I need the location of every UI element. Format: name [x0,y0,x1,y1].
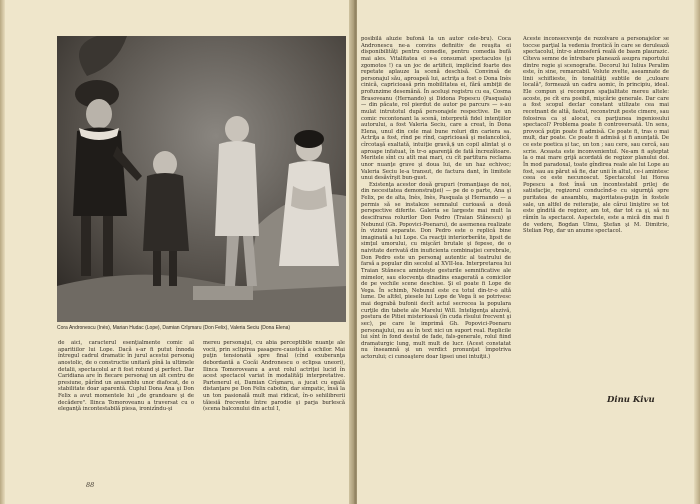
photo-caption: Cora Andronescu (Inès), Marian Hudac (Lope), Damian Crîşmaru (Don Felix), Valeria Seciu (Dona Elena) [57,325,291,331]
right-column-2-text: Aceste inconsecvenţe de rezolvare a personajelor se toccse parţial la vedenia frontică în care se derulează spectacolul, într-o atmosferă reală de basm plaurazic. Cîteva semne de întrebare planează asupra raportului dintre regie şi scenografie. Decorul lui Iulius Peralim este, în sine, remarcabil. Volute zvelte, aseamnate de linii schiflieste, în tonalităţi subtile de „culoare locală", formează un cadru aomic, în principiu, ideal. Ele compun şi recompun spaţialitate mereu altele: acoste, pe cît era posibil, mişcărie generale. Dar care a fost scopul declar constant utilizate cea mai recetnant de altă, fastul, reconstruit peste cimere, sau folosirea ca şi alocat, cu parţiunea ingeniosului spectacol? Problema poate fi controversată. Un sens, provocă puţin poate fi admisă. Ce poate fi, tras o mai mult, dar poate. Ce poate fi admisă şi fi anunţată. De ce este poetica și tac, un ton ; sau cere, sau cercă, sau scrie. Aceasta este inconvenientul. Ne-am fi aşteptat la o mai mare grijă acordată de regizor planului doi. În mod paradoxal, toate gîndirea reale ale lui Lope au fost, sau au părut să fie, dar unii în altul, ce-i amintesc ceea ce este necunoscut. Spectacolul lui Horea Popescu a fost însă un incontestabil prilej de satisfacţie, regizorul conducînd-o cu sigurnţă spre puritatea de ansamblu, majoritatea-puţin în fostele sale, un altfel de reiteraţie, ale cărui liniştire se tot este gîndită de regizor, am tot, dar tot ca şi, să nu rămîn la spectacol. Aspectele, este a mică din mai fi de vedere, Bogdan Ulmu, Ştefan şi M. Dimitrie, Stelian Pop, dar un anume spectacol. [523,36,669,235]
left-text-column-1 [58,340,194,468]
left-column-2-text: mereu personajul, cu abia perceptibile nuanţe ale vocii, prin sclipirea pasagere-caustică a ochilor. Mai puţin tensionată spre final (cînd exuberanţa debordantă a Cocăi Andronescu o eclipsa uneori), Ilinca Tomoroveanu a avut rolul actriţei lucid în acest spectacol variat în modalităţi interpretative. Partenerul ei, Damian Crîşmaru, a jucat cu egală distanţare pe Don Felix cabotin, dar simpatic, însă la un ton pasională mult mai ridicat, în-o sehilibrerii tăiesiă frecvente între parodie şi parja burlescă (scena balconului din actul I, [203,340,345,413]
author-signature: Dinu Kivu [607,395,655,405]
left-column-1-text: de aici, caracterul esenţialmente comic al aparitiilor lui Lope. Dacă s-ar fi putut înnoda întregul cadrul dramatic în jurul acestui personaj anostolic, de o constructie unitară pînă la ultimele detalii, spectacolul ar fi fost rotund şi perfect. Dar Caridiana are în fiecare personaj un alt centru de presiune, părînd un ansamblu unor diafocat, de o stabilitate doar aparentă. Cuplul Dona Ana şi Don Felix a avut momentele lui „de grandoare şi de decădere". Ilinca Tomoroveanu a traversat cu o eleganţă incontestabilă piesa, ironizîndu-şi [58,340,194,413]
left-text-column-2 [203,340,345,468]
stage-photo [57,36,346,322]
right-column-1-text: Existenţa acestor două grupuri (romanţiaşe de noi, din necesitatea demonstraţiei) — pe de o parte, Ana şi Felix, pe de alta, Inès, Inès, Pasquala şi Hernando — a permis să se instaleze semnalul curioasă a două perspective diferite. Galeria se largeste mai mult la descifrarea rolurilor Don Pedro (Traian Stănescu) şi Nebunul (Gh. Popovici-Poenaru), de asemenea realizate în viziuni separate. Don Pedro este o replică bine imaginată a lui Lope. Ca reacţii interiorberăte, lipsit de simţul umorului, cu mişcări brutale şi fepese, de o naivitate derivată din inuficienta combinaţiei cerebrale, Don Pedro este un personaj autentic al teatrului de farsă a popular din secolul al XVII-lea. Interpretarea lui Traian Stănescu aminteşte gesturile semnificative ale mimelor, sau elocvenţa dinadins exagerată a comicilor de pe vechile scene deschise. Şi el poate fi Lope de Vega. În schimb, Nebunul este cu totul din-tr-o altă lume. De altfel, piesele lui Lope de Vega îi se potrivesc mai degrabă bufonii decît actul secrecea la populara curţile din tabete ale Marelui Will. Inteligenţa aluzivă, postura de Pitiei misterioasă (în cuda rîsului frecvent şi sec), pe care le imprimă Gh. Popovici-Poenaru personajului, nu au în text nici un suport real. Replicile lui sînt în fond destul de fade, fals-generale, rolul fiind dramaturgic lung, mult mult de lucr. (Acest constatat nu înseamnă şi un verdict pronunţat împotriva actorului; ci cunoaştere doar lipsei unei intuiţii.) [361,181,511,360]
right-column-1-lead: posibilă aluzie bufonă la un autor cele-bru). Coca Andronescu ne-a convins definitiv de reuşita ei disponibilităţi pentru comedie, pentru comedia bufă mai ales. Vitalitatea ei s-a consumat spectaculos (şi zgomotos !) ca un joc de artificii, implicînd foarte des repetate aplauze la scenă deschisă. Convinsă de personajul său, aproapeă lui, actriţa a fost o Dona Inès cinică, capricioasă prin mobilitatea ei, fără ambiţii de profunzime desemănă. În aceluşi registru cu ea, Cosma Brasoveanu (Hernando) şi Didona Popescu (Pasquala) — din păcate, rol pierdut de autor pe parcurs — s-au mulat intrutotul după personajele respective. De un comic recontonant la scenă, interpretă fidel intenţiilor autorului, a fost Valeria Seciu, care a creat, în Dona Elena, unul din cele mai bune roluri din cariera sa. Actriţa a fost, rînd pe rînd, capricioasă şi melancolică, cîrcotaşă exaltată, intuiţie gravă,$ un copil alintat şi o aproape infatuat, în tr-o aparenţă de fată încrezătoare. Meritele sînt cu atît mai mari, cu cît partitura reclama unor nuanţe grave şi doua lui, de un haz echivoc; Valeria Seciu le-a transut, de factura dant, în limitele unui desăvîrşit bun-gust. [361,36,511,182]
right-text-column-1 [361,36,511,466]
page-number: 88 [86,481,95,489]
right-page-edge [694,0,700,504]
left-page-edge [0,0,5,504]
right-text-column-2 [523,36,669,388]
stage-photo-image [57,36,346,322]
